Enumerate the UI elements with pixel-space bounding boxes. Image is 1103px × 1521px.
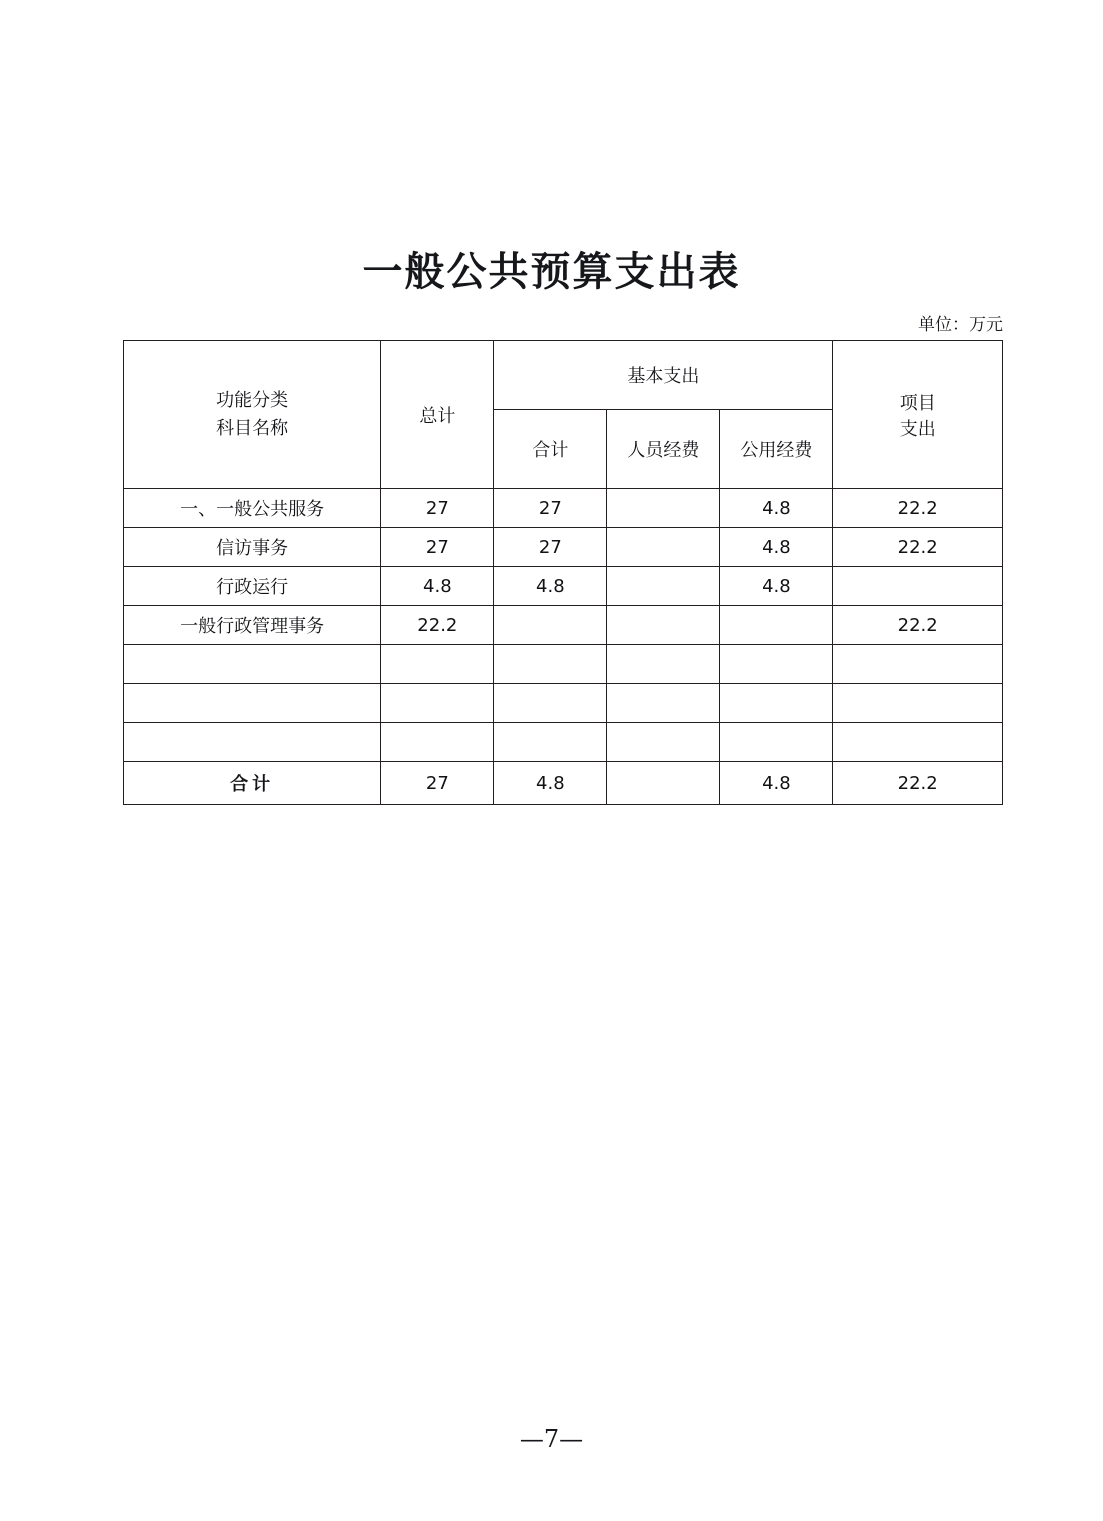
table-row — [124, 489, 1003, 528]
page-title: 一般公共预算支出表 — [362, 248, 741, 295]
row-grand-total — [381, 723, 494, 762]
row-public-funds — [720, 645, 833, 684]
table-row — [124, 567, 1003, 606]
row-label — [124, 723, 381, 762]
unit-note: 单位：万元 — [918, 315, 1003, 335]
page-number: —7— — [519, 1425, 584, 1453]
table-row-empty — [124, 723, 1003, 762]
total-grand-total: 27 — [381, 762, 494, 805]
table-row — [124, 606, 1003, 645]
row-personnel-funds — [607, 567, 720, 606]
row-label: 信访事务 — [124, 528, 381, 567]
header-project-line1: 项目 — [899, 392, 936, 414]
header-category-line2: 科目名称 — [216, 417, 289, 439]
header-project-expenditure — [833, 341, 1003, 489]
row-public-funds: 4.8 — [720, 567, 833, 606]
table-row — [124, 528, 1003, 567]
row-personnel-funds — [607, 528, 720, 567]
budget-table-container — [123, 340, 1003, 805]
header-basic-subtotal: 合计 — [494, 410, 607, 489]
header-personnel-funds: 人员经费 — [607, 410, 720, 489]
row-grand-total: 22.2 — [381, 606, 494, 645]
row-label: 一般行政管理事务 — [124, 606, 381, 645]
row-personnel-funds — [607, 489, 720, 528]
header-project-line2: 支出 — [899, 418, 936, 440]
table-total-row — [124, 762, 1003, 805]
row-grand-total: 27 — [381, 528, 494, 567]
total-public-funds: 4.8 — [720, 762, 833, 805]
header-public-funds: 公用经费 — [720, 410, 833, 489]
row-public-funds — [720, 723, 833, 762]
header-basic-expenditure: 基本支出 — [494, 341, 833, 410]
row-project: 22.2 — [833, 528, 1003, 567]
row-project — [833, 684, 1003, 723]
row-basic-subtotal — [494, 684, 607, 723]
total-basic-subtotal: 4.8 — [494, 762, 607, 805]
row-basic-subtotal: 27 — [494, 489, 607, 528]
row-basic-subtotal: 27 — [494, 528, 607, 567]
row-grand-total: 4.8 — [381, 567, 494, 606]
header-category-line1: 功能分类 — [216, 389, 289, 411]
header-row-top — [124, 341, 1003, 410]
row-label: 行政运行 — [124, 567, 381, 606]
row-public-funds: 4.8 — [720, 528, 833, 567]
row-basic-subtotal — [494, 723, 607, 762]
row-public-funds: 4.8 — [720, 489, 833, 528]
row-basic-subtotal: 4.8 — [494, 567, 607, 606]
row-basic-subtotal — [494, 645, 607, 684]
header-grand-total: 总计 — [381, 341, 494, 489]
table-row-empty — [124, 645, 1003, 684]
row-project: 22.2 — [833, 606, 1003, 645]
table-header — [124, 341, 1003, 489]
row-personnel-funds — [607, 723, 720, 762]
row-project — [833, 567, 1003, 606]
row-personnel-funds — [607, 645, 720, 684]
row-basic-subtotal — [494, 606, 607, 645]
row-public-funds — [720, 684, 833, 723]
total-project: 22.2 — [833, 762, 1003, 805]
table-body — [124, 489, 1003, 805]
row-project: 22.2 — [833, 489, 1003, 528]
budget-table — [123, 340, 1003, 805]
row-label — [124, 684, 381, 723]
row-public-funds — [720, 606, 833, 645]
row-grand-total: 27 — [381, 489, 494, 528]
row-label: 一、一般公共服务 — [124, 489, 381, 528]
row-personnel-funds — [607, 606, 720, 645]
row-personnel-funds — [607, 684, 720, 723]
row-project — [833, 645, 1003, 684]
table-row-empty — [124, 684, 1003, 723]
row-label — [124, 645, 381, 684]
row-project — [833, 723, 1003, 762]
row-grand-total — [381, 645, 494, 684]
row-grand-total — [381, 684, 494, 723]
header-category — [124, 341, 381, 489]
total-row-label: 合计 — [124, 762, 381, 805]
total-personnel-funds — [607, 762, 720, 805]
